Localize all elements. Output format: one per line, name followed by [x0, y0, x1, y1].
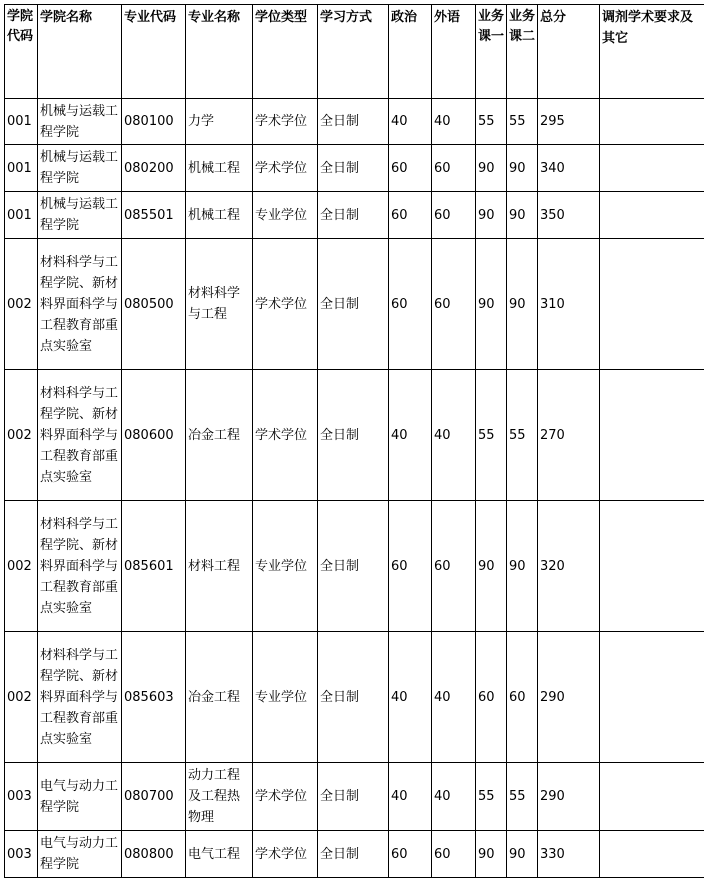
college-code-cell: 002 — [5, 501, 38, 632]
foreign-language-cell: 60 — [432, 501, 476, 632]
subject-two-cell: 90 — [507, 192, 538, 239]
study-mode-cell: 全日制 — [318, 763, 389, 831]
adjustment-notes-cell — [600, 831, 704, 878]
study-mode-cell: 全日制 — [318, 145, 389, 192]
study-mode-cell: 全日制 — [318, 99, 389, 145]
degree-type-cell: 学术学位 — [253, 831, 318, 878]
major-code-cell: 085501 — [122, 192, 186, 239]
foreign-language-cell: 40 — [432, 99, 476, 145]
header-degree-type: 学位类型 — [253, 5, 318, 99]
foreign-language-cell: 60 — [432, 239, 476, 370]
table-row — [5, 99, 704, 145]
foreign-language-cell: 60 — [432, 831, 476, 878]
total-cell: 350 — [538, 192, 600, 239]
subject-two-cell: 90 — [507, 501, 538, 632]
adjustment-notes-cell — [600, 501, 704, 632]
major-code-cell: 085603 — [122, 632, 186, 763]
total-cell: 330 — [538, 831, 600, 878]
header-adjustment-notes: 调剂学术要求及其它 — [600, 5, 704, 99]
adjustment-notes-cell — [600, 632, 704, 763]
politics-cell: 60 — [389, 831, 432, 878]
politics-cell: 40 — [389, 370, 432, 501]
study-mode-cell: 全日制 — [318, 370, 389, 501]
foreign-language-cell: 40 — [432, 763, 476, 831]
major-name-cell: 动力工程及工程热物理 — [186, 763, 253, 831]
politics-cell: 40 — [389, 99, 432, 145]
study-mode-cell: 全日制 — [318, 239, 389, 370]
study-mode-cell: 全日制 — [318, 831, 389, 878]
header-subject-two: 业务课二 — [507, 5, 538, 99]
major-name-cell: 冶金工程 — [186, 632, 253, 763]
subject-one-cell: 90 — [476, 192, 507, 239]
college-code-cell: 001 — [5, 99, 38, 145]
subject-two-cell: 55 — [507, 370, 538, 501]
major-name-cell: 材料工程 — [186, 501, 253, 632]
subject-one-cell: 55 — [476, 99, 507, 145]
major-code-cell: 080100 — [122, 99, 186, 145]
college-code-cell: 002 — [5, 632, 38, 763]
header-total: 总分 — [538, 5, 600, 99]
degree-type-cell: 专业学位 — [253, 192, 318, 239]
college-name-cell: 材料科学与工程学院、新材料界面科学与工程教育部重点实验室 — [38, 632, 122, 763]
total-cell: 290 — [538, 632, 600, 763]
politics-cell: 60 — [389, 192, 432, 239]
table-row — [5, 501, 704, 632]
major-code-cell: 080600 — [122, 370, 186, 501]
header-major-name: 专业名称 — [186, 5, 253, 99]
college-code-cell: 001 — [5, 192, 38, 239]
study-mode-cell: 全日制 — [318, 192, 389, 239]
adjustment-notes-cell — [600, 145, 704, 192]
subject-two-cell: 55 — [507, 99, 538, 145]
table-row — [5, 632, 704, 763]
subject-two-cell: 90 — [507, 831, 538, 878]
header-row — [5, 5, 704, 99]
table-row — [5, 370, 704, 501]
header-foreign-language: 外语 — [432, 5, 476, 99]
table-row — [5, 192, 704, 239]
adjustment-notes-cell — [600, 239, 704, 370]
college-name-cell: 材料科学与工程学院、新材料界面科学与工程教育部重点实验室 — [38, 501, 122, 632]
major-code-cell: 080700 — [122, 763, 186, 831]
politics-cell: 40 — [389, 632, 432, 763]
major-name-cell: 材料科学与工程 — [186, 239, 253, 370]
adjustment-notes-cell — [600, 370, 704, 501]
college-name-cell: 机械与运载工程学院 — [38, 99, 122, 145]
major-name-cell: 机械工程 — [186, 145, 253, 192]
degree-type-cell: 学术学位 — [253, 145, 318, 192]
total-cell: 295 — [538, 99, 600, 145]
foreign-language-cell: 60 — [432, 145, 476, 192]
major-name-cell: 电气工程 — [186, 831, 253, 878]
total-cell: 320 — [538, 501, 600, 632]
major-code-cell: 080500 — [122, 239, 186, 370]
study-mode-cell: 全日制 — [318, 501, 389, 632]
subject-two-cell: 60 — [507, 632, 538, 763]
college-name-cell: 材料科学与工程学院、新材料界面科学与工程教育部重点实验室 — [38, 239, 122, 370]
politics-cell: 60 — [389, 501, 432, 632]
college-name-cell: 材料科学与工程学院、新材料界面科学与工程教育部重点实验室 — [38, 370, 122, 501]
total-cell: 270 — [538, 370, 600, 501]
college-name-cell: 电气与动力工程学院 — [38, 831, 122, 878]
adjustment-notes-cell — [600, 763, 704, 831]
adjustment-notes-cell — [600, 192, 704, 239]
subject-one-cell: 90 — [476, 501, 507, 632]
table-row — [5, 763, 704, 831]
table-row — [5, 239, 704, 370]
score-table — [4, 4, 704, 878]
table-row — [5, 145, 704, 192]
study-mode-cell: 全日制 — [318, 632, 389, 763]
degree-type-cell: 学术学位 — [253, 763, 318, 831]
subject-one-cell: 55 — [476, 763, 507, 831]
header-study-mode: 学习方式 — [318, 5, 389, 99]
subject-one-cell: 90 — [476, 145, 507, 192]
college-code-cell: 002 — [5, 239, 38, 370]
major-name-cell: 力学 — [186, 99, 253, 145]
college-code-cell: 001 — [5, 145, 38, 192]
subject-one-cell: 55 — [476, 370, 507, 501]
header-college-name: 学院名称 — [38, 5, 122, 99]
major-code-cell: 085601 — [122, 501, 186, 632]
degree-type-cell: 学术学位 — [253, 99, 318, 145]
college-code-cell: 003 — [5, 831, 38, 878]
total-cell: 290 — [538, 763, 600, 831]
degree-type-cell: 学术学位 — [253, 370, 318, 501]
subject-two-cell: 90 — [507, 239, 538, 370]
foreign-language-cell: 60 — [432, 192, 476, 239]
header-college-code: 学院代码 — [5, 5, 38, 99]
foreign-language-cell: 40 — [432, 632, 476, 763]
politics-cell: 60 — [389, 239, 432, 370]
politics-cell: 40 — [389, 763, 432, 831]
major-code-cell: 080800 — [122, 831, 186, 878]
subject-two-cell: 90 — [507, 145, 538, 192]
subject-two-cell: 55 — [507, 763, 538, 831]
subject-one-cell: 60 — [476, 632, 507, 763]
header-politics: 政治 — [389, 5, 432, 99]
college-name-cell: 机械与运载工程学院 — [38, 192, 122, 239]
major-name-cell: 机械工程 — [186, 192, 253, 239]
header-major-code: 专业代码 — [122, 5, 186, 99]
subject-one-cell: 90 — [476, 239, 507, 370]
college-code-cell: 002 — [5, 370, 38, 501]
header-subject-one: 业务课一 — [476, 5, 507, 99]
subject-one-cell: 90 — [476, 831, 507, 878]
foreign-language-cell: 40 — [432, 370, 476, 501]
degree-type-cell: 学术学位 — [253, 239, 318, 370]
degree-type-cell: 专业学位 — [253, 632, 318, 763]
college-name-cell: 机械与运载工程学院 — [38, 145, 122, 192]
degree-type-cell: 专业学位 — [253, 501, 318, 632]
college-name-cell: 电气与动力工程学院 — [38, 763, 122, 831]
college-code-cell: 003 — [5, 763, 38, 831]
adjustment-notes-cell — [600, 99, 704, 145]
total-cell: 310 — [538, 239, 600, 370]
total-cell: 340 — [538, 145, 600, 192]
table-row — [5, 831, 704, 878]
major-code-cell: 080200 — [122, 145, 186, 192]
politics-cell: 60 — [389, 145, 432, 192]
major-name-cell: 冶金工程 — [186, 370, 253, 501]
